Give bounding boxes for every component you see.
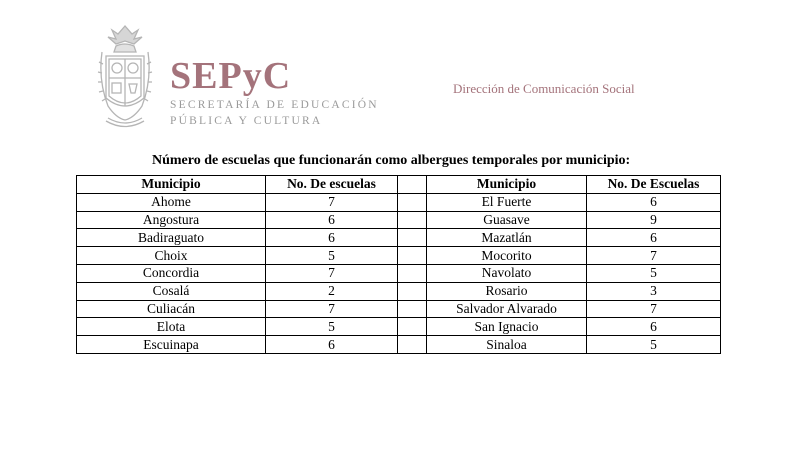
schools-table <box>76 175 721 354</box>
spacer-cell <box>398 229 427 247</box>
escuelas-right-cell: 6 <box>587 229 721 247</box>
municipio-left-cell: Ahome <box>77 193 266 211</box>
municipio-left-cell: Choix <box>77 247 266 265</box>
escuelas-right-cell: 6 <box>587 318 721 336</box>
escuelas-right-cell: 7 <box>587 300 721 318</box>
table-body <box>77 193 721 353</box>
municipio-right-cell: Navolato <box>427 264 587 282</box>
table-row <box>77 229 721 247</box>
escuelas-left-cell: 5 <box>266 247 398 265</box>
spacer-cell <box>398 211 427 229</box>
municipio-right-cell: Salvador Alvarado <box>427 300 587 318</box>
municipio-right-cell: El Fuerte <box>427 193 587 211</box>
municipio-right-cell: Mazatlán <box>427 229 587 247</box>
spacer-cell <box>398 176 427 194</box>
brand-subtitle-line2: PÚBLICA Y CULTURA <box>170 115 323 127</box>
municipio-right-cell: Rosario <box>427 282 587 300</box>
table-row <box>77 193 721 211</box>
municipio-left-cell: Angostura <box>77 211 266 229</box>
escuelas-left-cell: 7 <box>266 264 398 282</box>
sinaloa-seal-icon <box>94 22 156 130</box>
escuelas-left-cell: 6 <box>266 336 398 354</box>
table-header-row <box>77 176 721 194</box>
municipio-left-cell: Escuinapa <box>77 336 266 354</box>
escuelas-right-cell: 3 <box>587 282 721 300</box>
header-escuelas-right: No. De Escuelas <box>587 176 721 194</box>
escuelas-right-cell: 7 <box>587 247 721 265</box>
table-row <box>77 318 721 336</box>
escuelas-left-cell: 7 <box>266 193 398 211</box>
municipio-left-cell: Culiacán <box>77 300 266 318</box>
brand-subtitle-line1: SECRETARÍA DE EDUCACIÓN <box>170 99 379 111</box>
municipio-left-cell: Elota <box>77 318 266 336</box>
municipio-left-cell: Cosalá <box>77 282 266 300</box>
escuelas-right-cell: 5 <box>587 336 721 354</box>
escuelas-left-cell: 7 <box>266 300 398 318</box>
spacer-cell <box>398 282 427 300</box>
table-row <box>77 336 721 354</box>
spacer-cell <box>398 336 427 354</box>
escuelas-right-cell: 5 <box>587 264 721 282</box>
municipio-right-cell: San Ignacio <box>427 318 587 336</box>
municipio-left-cell: Concordia <box>77 264 266 282</box>
spacer-cell <box>398 264 427 282</box>
table-row <box>77 264 721 282</box>
document-title: Número de escuelas que funcionarán como albergues temporales por municipio: <box>152 153 631 168</box>
escuelas-left-cell: 6 <box>266 211 398 229</box>
department-name: Dirección de Comunicación Social <box>453 81 635 96</box>
spacer-cell <box>398 300 427 318</box>
escuelas-left-cell: 2 <box>266 282 398 300</box>
header-escuelas-left: No. De escuelas <box>266 176 398 194</box>
spacer-cell <box>398 247 427 265</box>
brand-logo <box>170 56 379 128</box>
table-row <box>77 211 721 229</box>
spacer-cell <box>398 318 427 336</box>
header-municipio-left: Municipio <box>77 176 266 194</box>
brand-name: SEPyC <box>170 55 292 97</box>
table-row <box>77 282 721 300</box>
escuelas-left-cell: 5 <box>266 318 398 336</box>
municipio-right-cell: Mocorito <box>427 247 587 265</box>
header-municipio-right: Municipio <box>427 176 587 194</box>
escuelas-right-cell: 6 <box>587 193 721 211</box>
municipio-right-cell: Sinaloa <box>427 336 587 354</box>
municipio-left-cell: Badiraguato <box>77 229 266 247</box>
table-row <box>77 247 721 265</box>
escuelas-left-cell: 6 <box>266 229 398 247</box>
municipio-right-cell: Guasave <box>427 211 587 229</box>
escuelas-right-cell: 9 <box>587 211 721 229</box>
table-row <box>77 300 721 318</box>
spacer-cell <box>398 193 427 211</box>
